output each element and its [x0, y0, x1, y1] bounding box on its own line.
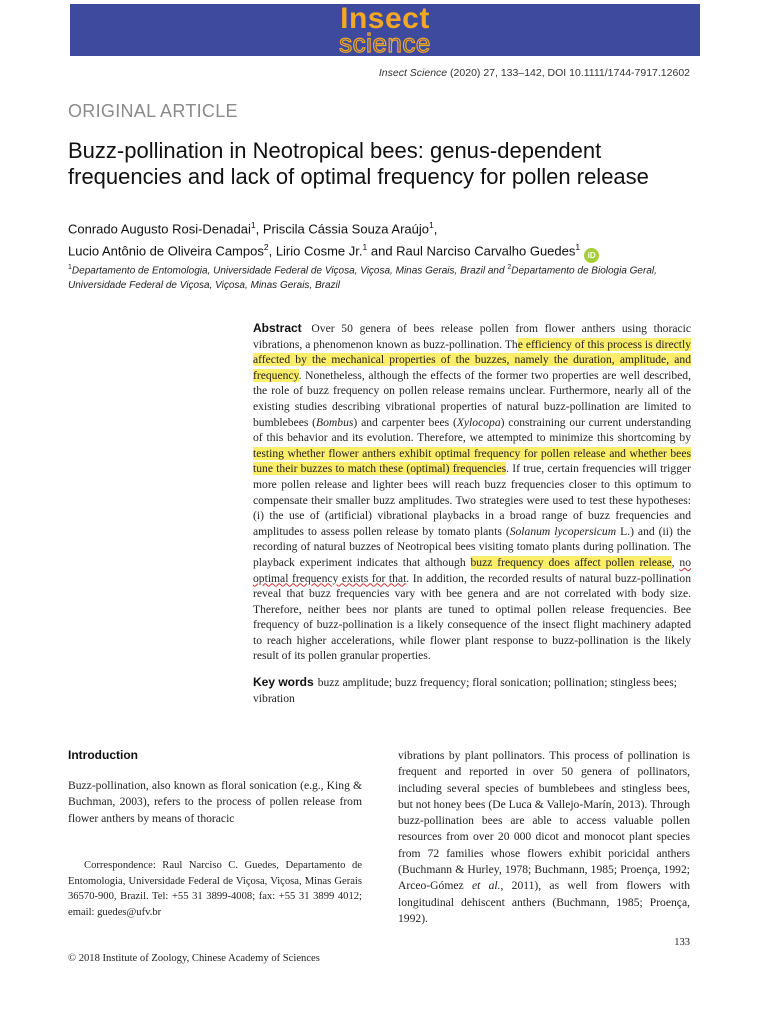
abstract-text: . In addition, the recorded results of natural buzz-pollination reveal that buzz frequencies vary with bee genera and are not correlated with body size. Therefore, neither bees nor plants are tuned to optimal pollen release frequencies. Bee frequency of buzz-pollination is a likely consequence of the insect flight machinery adapted to reach higher accelerations, while flower plant response to buzz-pollination is the likely result of its pollen granular properties.	[253, 571, 691, 663]
article-title: Buzz-pollination in Neotropical bees: genus-dependent frequencies and lack of optimal frequency for pollen release	[68, 138, 649, 189]
affiliation-marker: 1	[250, 220, 256, 230]
affiliation-marker: 1	[575, 242, 581, 253]
introduction-heading: Introduction	[68, 748, 138, 762]
copyright: © 2018 Institute of Zoology, Chinese Academy of Sciences	[68, 953, 320, 964]
highlight[interactable]: buzz frequency does affect pollen release	[470, 555, 672, 569]
article-type: ORIGINAL ARTICLE	[68, 101, 238, 121]
wavy-underline-annotation[interactable]: no optimal frequency exists for that	[253, 555, 691, 585]
journal-citation	[379, 67, 690, 79]
affiliation-2: Departamento de Biologia Geral, Universidade Federal de Viçosa, Viçosa, Minas Gerais, Brazil	[68, 265, 657, 292]
abstract-text: L.) and (ii) the recording of natural buzzes of Neotropical bees visiting tomato plants during pollination. The playback experiment indicates that although	[253, 524, 691, 569]
keywords-label: Key words	[253, 675, 314, 689]
logo-line-1: Insect	[340, 2, 430, 35]
body-text: , 2011), as well from flowers with longitudinal dehiscent anthers (Buchmann, 1985; Proença, 1992).	[398, 879, 691, 925]
abstract-text: Over 50 genera of bees release pollen from flower anthers using thoracic vibrations, a phenomenon known as buzz-pollination. Th	[253, 322, 691, 351]
highlight[interactable]: testing whether flower anthers exhibit optimal frequency for pollen release and whether bees tune their buzzes to match these (optimal) frequencies	[253, 446, 691, 476]
abstract-text: . If true, certain frequencies will trigger more pollen release and lighter bees will reach buzz frequencies closer to this optimum to compensate their smaller buzz amplitudes. Two strategies were used to test these hypotheses: (i) the use of (artificial) vibrational playbacks in a broad range of buzz frequencies and amplitudes to assess pollen release by tomato plants (	[253, 462, 691, 538]
abstract-text: . Nonetheless, although the effects of the former two properties are well described, the role of buzz frequency on pollen release remains unclear. Furthermore, nearly all of the existing studies describing vibrational properties of natural buzz-pollination are limited to bumblebees (	[253, 368, 691, 429]
affiliation-join: and	[485, 265, 508, 277]
abstract-text: ) constraining our current understanding of this behavior and its evolution. Therefore, we attempted to minimize this shortcoming by	[253, 415, 691, 445]
affiliation-marker: 2	[507, 264, 512, 271]
author-list: Conrado Augusto Rosi-Denadai$^1$, Priscila Cássia Souza Araújo$^1$, Lucio Antônio de Oliveira Campos$^2$, Lirio Cosme Jr.$^1$ and Raul Narciso Carvalho Guedes$^1$iD	[68, 216, 708, 263]
author-name[interactable]: Lucio Antônio de Oliveira Campos	[68, 243, 264, 259]
affiliation-marker: 1	[68, 264, 72, 271]
body-italic: et al.	[471, 879, 501, 893]
introduction-left-column: Buzz-pollination, also known as floral sonication (e.g., King & Buchman, 2003), refers to the process of pollen release from flower anthers by means of thoracic	[68, 779, 362, 825]
orcid-icon[interactable]: iD	[584, 248, 599, 263]
abstract-text: ,	[671, 555, 680, 569]
abstract-label: Abstract	[253, 321, 302, 335]
journal-logo	[70, 4, 700, 56]
correspondence-note: Correspondence: Raul Narciso C. Guedes, Departamento de Entomologia, Universidade Federal de Viçosa, Viçosa, Minas Gerais 36570-900, Brazil. Tel: +55 31 3899-4008; fax: +55 31 3899 4012; email: guedes@ufv.br	[68, 860, 362, 918]
introduction-right-column	[398, 748, 690, 927]
body-text: vibrations by plant pollinators. This process of pollination is frequent and reported in over 50 genera of pollinators, including several species of bumblebees and stingless bees, but not honey bees (De Luca & Vallejo-Marín, 2013). Through buzz-pollination bees are able to access valuable pollen resources from over 20 000 dicot and monocot plant species from 72 families whose flowers exhibit poricidal anthers (Buchmann & Hurley, 1978; Buchmann, 1985; Proença, 1992; Arceo-Gómez	[398, 749, 690, 893]
keywords-text: buzz amplitude; buzz frequency; floral sonication; pollination; stingless bees; vibration	[253, 676, 677, 705]
author-name[interactable]: Lirio Cosme Jr.	[275, 243, 363, 259]
citation-details: (2020) 27, 133–142, DOI 10.1111/1744-7917.12602	[447, 67, 690, 79]
author-name[interactable]: Conrado Augusto Rosi-Denadai	[68, 221, 251, 237]
keywords	[253, 675, 691, 706]
affiliation-marker: 1	[362, 242, 368, 253]
highlight[interactable]: e efficiency of this process is directly affected by the mechanical properties of the buzzes, namely the duration, amplitude, and frequency	[253, 337, 691, 382]
page-number: 133	[674, 937, 690, 948]
affiliation-1: Departamento de Entomologia, Universidade Federal de Viçosa, Viçosa, Minas Gerais, Brazil	[71, 265, 486, 277]
citation-journal: Insect Science	[378, 67, 448, 79]
affiliation-marker: 2	[263, 242, 269, 253]
logo-line-2: science	[339, 28, 431, 58]
author-name[interactable]: Priscila Cássia Souza Araújo	[262, 221, 430, 237]
affiliations	[68, 260, 708, 293]
abstract-italic: Xylocopa	[456, 415, 501, 429]
abstract-italic: Solanum lycopersicum	[509, 524, 617, 538]
affiliation-marker: 1	[429, 220, 434, 230]
author-name[interactable]: Raul Narciso Carvalho Guedes	[396, 243, 576, 259]
abstract	[253, 321, 691, 664]
abstract-text: ) and carpenter bees (	[353, 415, 457, 429]
journal-banner	[70, 4, 700, 56]
abstract-italic: Bombus	[316, 415, 354, 429]
